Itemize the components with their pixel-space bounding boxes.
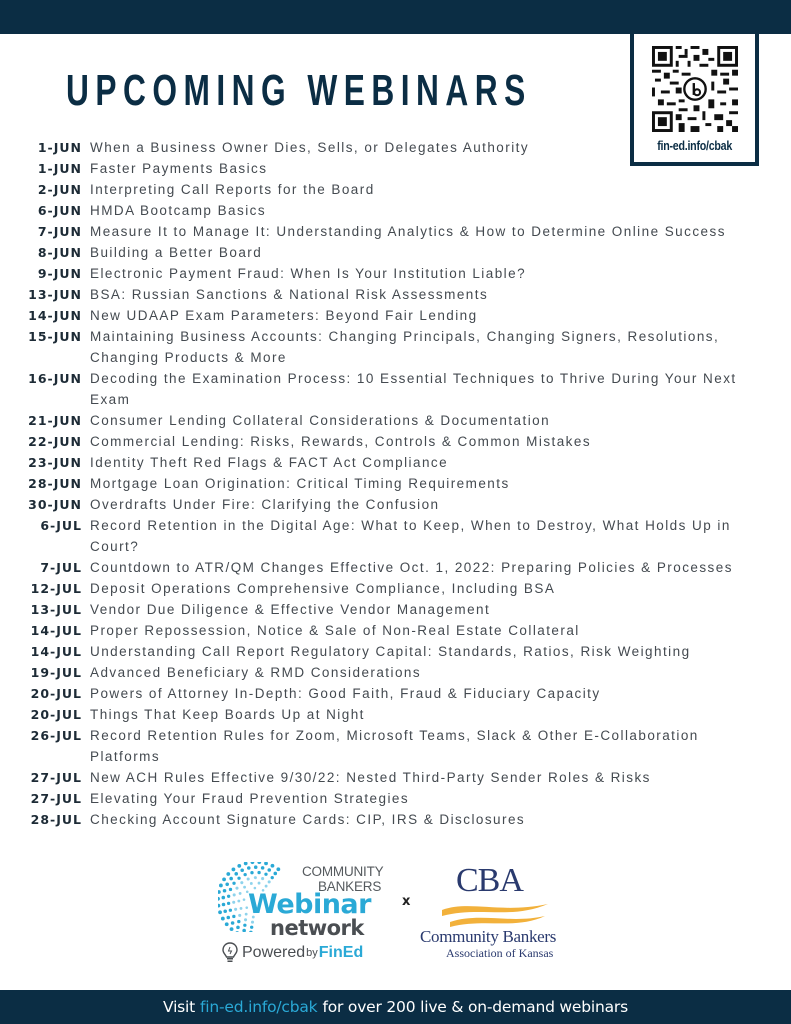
cbwn-line-community: COMMUNITY [302,864,384,879]
arc-dot [261,866,265,870]
webinar-row [0,767,791,788]
webinar-row [0,326,791,368]
powered-by-fined [222,942,363,964]
webinar-row [0,515,791,557]
webinar-row [0,200,791,221]
webinar-date: 1-JUN [37,140,82,155]
webinar-row [0,221,791,242]
arc-dot [240,868,244,872]
webinar-date: 15-JUN [28,329,82,344]
webinar-title: Checking Account Signature Cards: CIP, IRS & Disclosures [90,812,526,827]
webinar-title: Consumer Lending Collateral Considerations & Documentation [90,413,551,428]
webinar-row [0,284,791,305]
arc-dot [257,862,261,864]
arc-dot [271,876,274,879]
cbwn-line-network: network [270,916,364,940]
webinar-date: 7-JUN [37,224,82,239]
webinar-title: Countdown to ATR/QM Changes Effective Oct. 1, 2022: Preparing Policies & Processes [90,560,733,575]
cba-name: Community Bankers [420,927,557,946]
arc-dot [240,907,243,910]
webinar-date: 2-JUN [37,182,82,197]
arc-dot [261,877,264,880]
webinar-row [0,263,791,284]
arc-dot [218,890,221,894]
webinar-date: 22-JUN [28,434,82,449]
arc-dot [258,882,261,885]
arc-dot [251,862,255,864]
arc-dot [223,889,227,893]
arc-dot [265,885,268,888]
arc-dot [227,902,230,905]
arc-dot [249,931,253,932]
webinar-title: Proper Repossession, Notice & Sale of Non-Real Estate Collateral [90,623,580,638]
arc-dot [218,904,220,908]
webinar-row [0,788,791,809]
powered-text: Powered [242,944,306,961]
arc-dot [238,914,241,917]
arc-dot [254,876,257,879]
arc-dot [264,862,268,865]
webinar-date: 8-JUN [37,245,82,260]
arc-dot [235,931,239,932]
arc-dot [271,864,275,868]
arc-dot [219,884,223,888]
webinar-title: Identity Theft Red Flags & FACT Act Compliance [90,455,449,470]
cba-subtitle: Association of Kansas [446,946,554,960]
arc-dot [232,901,235,904]
webinar-title: Measure It to Manage It: Understanding Analytics & How to Determine Online Success [90,224,726,239]
cbwn-line-bankers: BANKERS [318,879,382,894]
webinar-date: 26-JUL [30,728,82,743]
arc-dot [222,903,226,907]
webinar-title: When a Business Owner Dies, Sells, or Delegates Authority [90,140,530,155]
arc-dot [227,895,230,898]
arc-dot [221,917,225,921]
arc-dot [222,896,226,900]
arc-dot [264,873,267,876]
webinar-title: New ACH Rules Effective 9/30/22: Nested Third-Party Sender Roles & Risks [90,770,651,785]
webinar-row [0,662,791,683]
webinar-title: Decoding the Examination Process: 10 Essential Techniques to Thrive During Your Next Exam [90,371,737,407]
webinar-date: 14-JUL [30,644,82,659]
webinar-date: 13-JUL [30,602,82,617]
top-bar [0,0,791,34]
arc-dot [243,873,246,876]
arc-dot [229,877,233,881]
arc-dot [225,883,229,887]
webinar-title: New UDAAP Exam Parameters: Beyond Fair Lending [90,308,478,323]
arc-dot [237,877,240,880]
logos-section [0,858,791,968]
webinar-row [0,578,791,599]
qr-code-icon[interactable] [652,46,738,132]
webinar-date: 28-JUN [28,476,82,491]
arc-dot [250,871,253,874]
arc-dot [223,910,227,914]
webinar-date: 13-JUN [28,287,82,302]
arc-dot [247,866,251,870]
qr-url[interactable]: fin-ed.info/cbak [657,138,732,153]
arc-dot [244,918,247,921]
arc-dot [225,922,229,926]
webinar-date: 6-JUN [37,203,82,218]
webinar-date: 7-JUL [40,560,82,575]
webinar-title: HMDA Bootcamp Basics [90,203,267,218]
arc-dot [247,877,250,880]
webinar-date: 14-JUN [28,308,82,323]
webinar-title: Vendor Due Diligence & Effective Vendor Management [90,602,491,617]
arc-dot [237,920,240,923]
arc-dot [230,927,234,931]
webinar-row [0,137,791,158]
webinar-row [0,683,791,704]
webinar-row [0,494,791,515]
webinar-title: Mortgage Loan Origination: Critical Timing Requirements [90,476,510,491]
arc-dot [276,867,280,871]
cbwn-logo [218,862,388,972]
lightbulb-icon [222,942,238,964]
arc-dot [222,877,226,881]
webinar-title: Elevating Your Fraud Prevention Strategies [90,791,410,806]
arc-dot [229,909,232,912]
webinar-row [0,809,791,830]
webinar-row [0,473,791,494]
webinar-date: 30-JUN [28,497,82,512]
arc-dot [244,862,248,865]
arc-dot [226,916,230,920]
arc-dot [226,872,230,876]
webinar-title: Commercial Lending: Risks, Rewards, Controls & Common Mistakes [90,434,592,449]
arc-dot [231,921,235,925]
webinar-row [0,620,791,641]
webinar-row [0,410,791,431]
webinar-row [0,599,791,620]
webinar-title: Powers of Attorney In-Depth: Good Faith, Fraud & Fiduciary Capacity [90,686,601,701]
webinar-row [0,242,791,263]
footer-prefix: Visit [163,998,196,1016]
webinar-date: 1-JUN [37,161,82,176]
footer-suffix: for over 200 live & on-demand webinars [322,998,628,1016]
arc-dot [237,900,240,903]
arc-dot [234,872,238,876]
webinar-row [0,557,791,578]
webinar-row [0,179,791,200]
fined-text: FinEd [318,944,364,961]
webinar-title: Building a Better Board [90,245,263,260]
webinar-title: Faster Payments Basics [90,161,268,176]
webinar-date: 27-JUL [30,770,82,785]
webinar-title: Electronic Payment Fraud: When Is Your Institution Liable? [90,266,527,281]
webinar-row [0,305,791,326]
webinar-date: 20-JUL [30,707,82,722]
arc-dot [229,888,232,891]
arc-dot [254,865,258,869]
arc-dot [232,868,236,872]
arc-dot [239,892,242,895]
arc-dot [236,926,240,930]
arc-dot [233,893,236,896]
page-title: UPCOMING WEBINARS [66,66,532,115]
webinar-list [0,137,791,830]
arc-dot [240,881,243,884]
arc-dot [232,882,235,885]
arc-dot [250,926,253,929]
webinar-date: 12-JUL [30,581,82,596]
webinar-date: 9-JUN [37,266,82,281]
webinar-row [0,641,791,662]
webinar-date: 16-JUN [28,371,82,386]
webinar-title: Advanced Beneficiary & RMD Considerations [90,665,422,680]
arc-dot [267,868,271,872]
webinar-title: Maintaining Business Accounts: Changing Principals, Changing Signers, Resolutions, Changing Products & More [90,329,720,365]
arc-dot [243,886,246,889]
webinar-date: 19-JUL [30,665,82,680]
cba-letters: CBA [456,862,523,899]
webinar-title: Understanding Call Report Regulatory Capital: Standards, Ratios, Risk Weighting [90,644,691,659]
by-text: by [306,947,318,959]
arc-dot [232,915,235,918]
webinar-row [0,452,791,473]
webinar-row [0,725,791,767]
arc-dot [218,897,220,901]
webinar-title: Overdrafts Under Fire: Clarifying the Confusion [90,497,440,512]
webinar-date: 23-JUN [28,455,82,470]
arc-dot [235,887,238,890]
webinar-date: 6-JUL [40,518,82,533]
webinar-row [0,704,791,725]
webinar-row [0,368,791,410]
arc-dot [257,871,260,874]
swoosh-icon [440,900,550,930]
arc-dot [243,924,246,927]
arc-dot [251,921,254,924]
webinar-title: Things That Keep Boards Up at Night [90,707,365,722]
webinar-date: 27-JUL [30,791,82,806]
arc-dot [268,880,271,883]
cba-logo [418,862,588,972]
webinar-title: Interpreting Call Reports for the Board [90,182,375,197]
webinar-title: Record Retention in the Digital Age: What to Keep, When to Destroy, What Holds Up in Court? [90,518,731,554]
webinar-date: 20-JUL [30,686,82,701]
arc-dot [218,910,222,914]
footer-bar [0,990,791,1024]
webinar-date: 28-JUL [30,812,82,827]
webinar-row [0,158,791,179]
arc-dot [234,908,237,911]
webinar-title: Record Retention Rules for Zoom, Microsoft Teams, Slack & Other E-Collaboration Platforms [90,728,699,764]
cbwn-line-webinar: Webinar [248,889,371,920]
arc-dot [237,864,241,868]
webinar-date: 21-JUN [28,413,82,428]
arc-dot [250,882,253,885]
webinar-title: BSA: Russian Sanctions & National Risk Assessments [90,287,489,302]
webinar-row [0,431,791,452]
webinar-date: 14-JUL [30,623,82,638]
footer-link[interactable]: fin-ed.info/cbak [200,998,318,1016]
logo-separator: x [402,894,411,909]
arc-dot [243,898,246,901]
arc-dot [273,872,277,876]
arc-dot [242,929,246,932]
webinar-title: Deposit Operations Comprehensive Compliance, Including BSA [90,581,556,596]
